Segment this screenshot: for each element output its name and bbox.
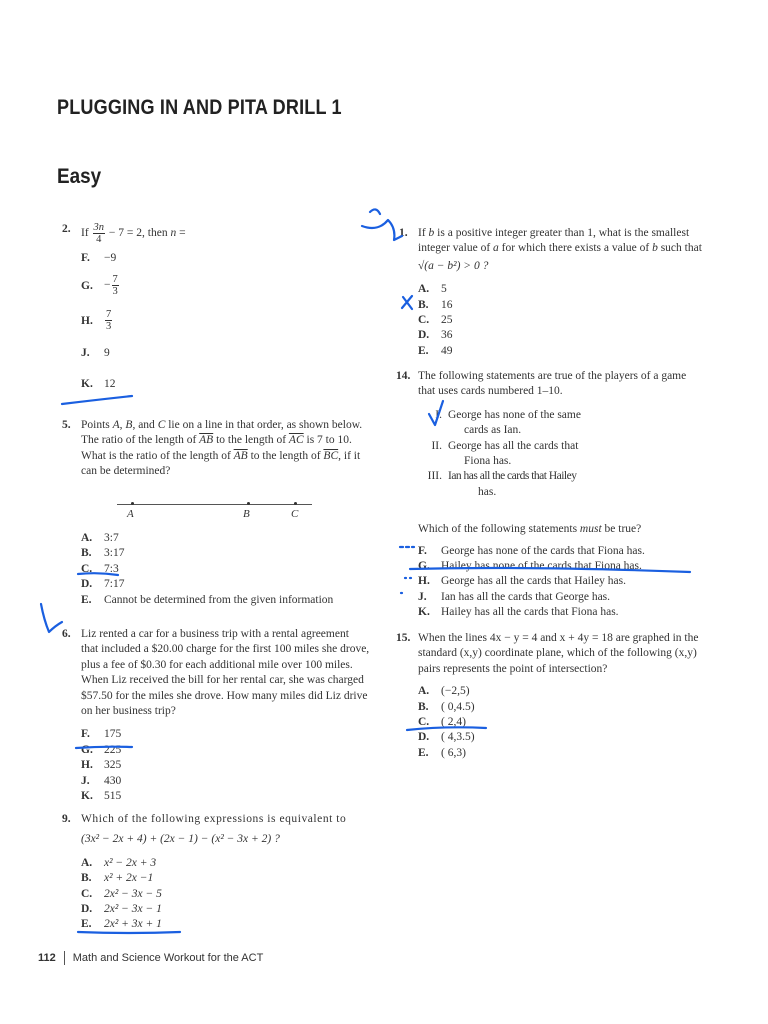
choice-e[interactable]: E. 49 <box>418 344 453 357</box>
choice-list <box>418 544 726 621</box>
choice-b[interactable]: B. 16 <box>418 298 453 311</box>
question-number: 14. <box>396 370 411 382</box>
choice-k[interactable]: K. 12 <box>81 378 116 391</box>
question-stem: If $\frac{3n}{4}$ − 7 = 2, then n = <box>81 222 186 245</box>
choice-list <box>81 727 392 804</box>
question-stem: Liz rented a car for a business trip with a rental agreement that included a $20.00 charge for the first 100 miles she drove, plus a fee of $0.30 for each additional mile over 100 miles. When Liz received the bill for her rental car, she was charged $57.50 for the miles she drove. How many miles did Liz drive on her business trip? <box>81 628 370 718</box>
statement-iii: III. Ian has all the cards that Hailey <box>427 470 577 483</box>
choice-list <box>418 684 736 761</box>
choice-g[interactable]: G. 225 <box>81 743 122 756</box>
book-title: Math and Science Workout for the ACT <box>72 951 264 964</box>
arrow-mark-q6 <box>41 604 62 632</box>
question-number: 9. <box>62 813 71 825</box>
choice-h[interactable]: H. George has all the cards that Hailey has. <box>418 575 626 588</box>
number-line-figure <box>117 500 312 522</box>
choice-e[interactable]: E. ( 6,3) <box>418 746 466 759</box>
question-6 <box>62 627 392 804</box>
choice-j[interactable]: J. 430 <box>81 774 122 787</box>
question-14 <box>396 369 726 621</box>
choice-j[interactable]: J. Ian has all the cards that George has. <box>418 590 611 603</box>
question-number: 5. <box>62 419 71 431</box>
question-15 <box>396 631 736 761</box>
fraction: $\frac{7}{3}$ <box>112 274 118 298</box>
question-stem: The following statements are true of the players of a game that uses cards numbered 1–10. <box>418 370 687 398</box>
page-title: PLUGGING IN AND PITA DRILL 1 <box>57 96 342 119</box>
choice-e[interactable]: E. Cannot be determined from the given information <box>81 593 334 606</box>
question-stem: Which of the following expressions is equivalent to (3x² − 2x + 4) + (2x − 1) − (x² − 3x + 2) ? <box>81 812 382 848</box>
question-1 <box>399 226 719 359</box>
question-9 <box>62 812 382 933</box>
choice-d[interactable]: D. 7:17 <box>81 578 125 591</box>
question-5 <box>62 418 382 480</box>
choice-h[interactable]: H. 325 <box>81 759 122 772</box>
question-number: 2. <box>62 223 71 235</box>
choice-a[interactable]: A. x² − 2x + 3 <box>81 856 157 869</box>
section-heading: Easy <box>57 165 102 188</box>
choice-h[interactable]: H. $\frac{7}{3}$ <box>81 309 112 333</box>
question-stem: If b is a positive integer greater than 1, what is the smallest integer value of a for which there exists a value of b such that √(a − b²) > 0 ? <box>418 226 719 274</box>
question-prompt: Which of the following statements must be true? <box>418 523 642 536</box>
choice-d[interactable]: D. 36 <box>418 329 453 342</box>
choice-f[interactable]: F. George has none of the cards that Fiona has. <box>418 544 645 557</box>
choice-a[interactable]: A. (−2,5) <box>418 685 470 698</box>
choice-b[interactable]: B. 3:17 <box>81 547 125 560</box>
choice-d[interactable]: D. ( 4,3.5) <box>418 731 475 744</box>
choice-list <box>418 282 719 359</box>
choice-k[interactable]: K. Hailey has all the cards that Fiona has. <box>418 606 619 619</box>
point-label-a: A <box>127 508 134 520</box>
underline-q2-k <box>62 396 132 404</box>
question-number: 6. <box>62 628 71 640</box>
page-footer <box>38 951 263 965</box>
choice-c[interactable]: C. ( 2,4) <box>418 716 466 728</box>
statement-i: I. George has none of the same <box>435 408 581 421</box>
point-label-b: B <box>243 508 250 520</box>
choice-a[interactable]: A. 5 <box>418 283 447 296</box>
choice-f[interactable]: F. 175 <box>81 728 122 741</box>
footer-divider <box>64 951 65 965</box>
choice-c[interactable]: C. 2x² − 3x − 5 <box>81 887 162 900</box>
choice-b[interactable]: B. x² + 2x −1 <box>81 872 154 885</box>
choice-d[interactable]: D. 2x² − 3x − 1 <box>81 902 162 915</box>
arrow-mark-q1 <box>362 209 402 240</box>
choice-e[interactable]: E. 2x² + 3x + 1 <box>81 918 162 931</box>
question-stem: When the lines 4x − y = 4 and x + 4y = 18 are graphed in the standard (x,y) coordinate plane, which of the following (x,y) pairs represents the point of intersection? <box>418 632 699 675</box>
choice-a[interactable]: A. 3:7 <box>81 532 119 544</box>
choice-c[interactable]: C. 25 <box>418 314 453 326</box>
choice-f[interactable]: F. −9 <box>81 252 117 264</box>
expression: (3x² − 2x + 4) + (2x − 1) − (x² − 3x + 2) ? <box>81 833 280 846</box>
question-number: 15. <box>396 632 411 644</box>
question-2 <box>62 222 362 393</box>
choice-list <box>81 856 382 933</box>
choice-list <box>81 531 382 608</box>
point-label-c: C <box>291 508 299 520</box>
statement-ii: II. George has all the cards that <box>431 439 579 452</box>
choice-g[interactable]: G. − $\frac{7}{3}$ <box>81 274 118 298</box>
question-stem: Points A, B, and C lie on a line in that order, as shown below. The ratio of the length of $\overline{AB}$ to the length of $\overline{AC}$ is 7 to 10. What is the ratio of the length of $\overline{AB}$ to the length of $\overline{BC}$, if it can be determined? <box>81 419 363 478</box>
question-5-choices <box>62 531 382 608</box>
expression: √(a − b²) > 0 ? <box>418 259 489 272</box>
question-number: 1. <box>399 227 408 239</box>
fraction: $\frac{3n}{4}$ <box>93 222 105 245</box>
page-number: 112 <box>38 951 56 964</box>
statement-list: I. George has none of the same cards as Ian. II. George has all the cards that Fiona has. III. Ian has all the cards that Hailey has. <box>418 408 726 500</box>
choice-g[interactable]: G. Hailey has none of the cards that Fiona has. <box>418 560 642 573</box>
choice-k[interactable]: K. 515 <box>81 790 122 802</box>
choice-j[interactable]: J. 9 <box>81 347 110 360</box>
choice-list <box>81 251 362 393</box>
choice-b[interactable]: B. ( 0,4.5) <box>418 700 475 713</box>
fraction: $\frac{7}{3}$ <box>106 309 112 333</box>
choice-c[interactable]: C. 7:3 <box>81 562 119 575</box>
